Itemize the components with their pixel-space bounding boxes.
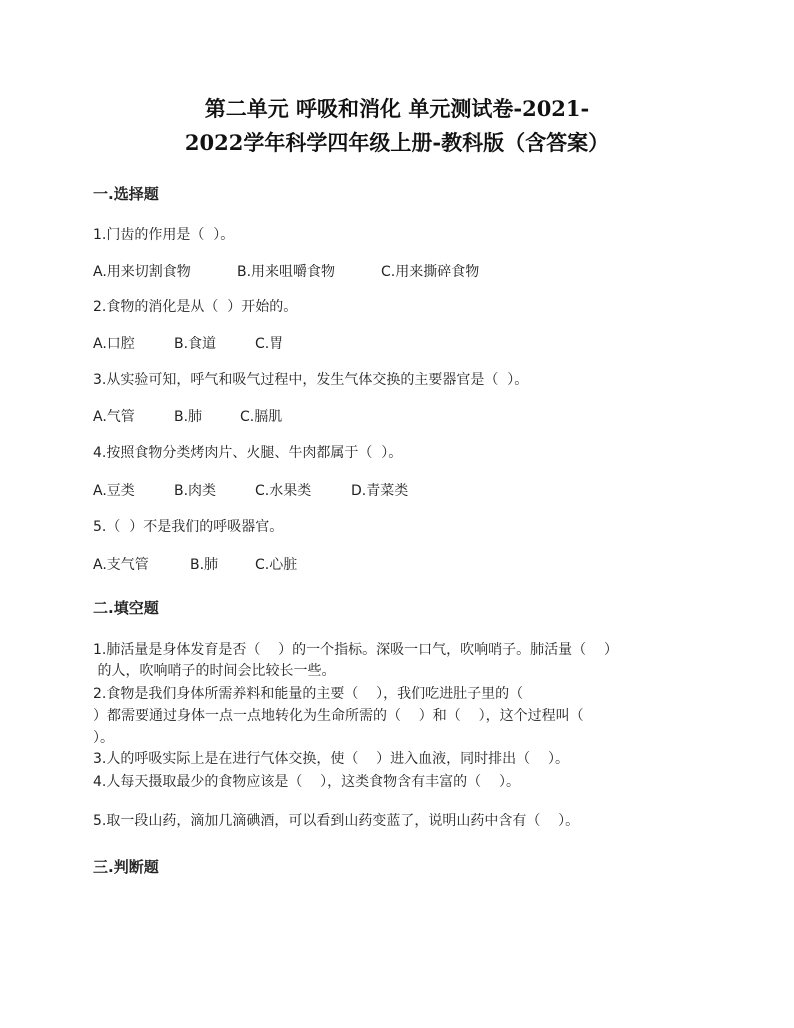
- section-heading-judge: 三.判断题: [93, 858, 159, 876]
- question-1: 1.门齿的作用是（ ）。: [93, 227, 235, 243]
- option: C.膈肌: [240, 409, 283, 425]
- option: A.用来切割食物: [93, 264, 191, 280]
- option: A.口腔: [93, 336, 135, 352]
- option: A.豆类: [93, 483, 135, 499]
- option: B.肺: [174, 409, 203, 425]
- fill-line: ）。: [93, 730, 114, 746]
- option: A.气管: [93, 409, 135, 425]
- question-2-options: [93, 334, 283, 354]
- question-5-options: [93, 555, 297, 575]
- fill-line: 3.人的呼吸实际上是在进行气体交换，使（ ）进入血液，同时排出（ ）。: [93, 751, 569, 767]
- document-title-line1: 第二单元 呼吸和消化 单元测试卷-2021-: [204, 96, 590, 121]
- option: B.肺: [190, 557, 219, 573]
- option: C.水果类: [255, 483, 312, 499]
- question-2: 2.食物的消化是从（ ）开始的。: [93, 299, 298, 315]
- option: B.食道: [174, 336, 217, 352]
- question-3: 3.从实验可知，呼气和吸气过程中，发生气体交换的主要器官是（ ）。: [93, 372, 529, 388]
- question-1-options: [93, 262, 479, 282]
- fill-line: 1.肺活量是身体发育是否（ ）的一个指标。深吸一口气，吹响哨子。肺活量（ ）: [93, 642, 618, 658]
- option: C.胃: [255, 336, 284, 352]
- question-5: 5.（ ）不是我们的呼吸器官。: [93, 519, 284, 535]
- fill-line: 5.取一段山药，滴加几滴碘酒，可以看到山药变蓝了，说明山药中含有（ ）。: [93, 813, 580, 829]
- option: C.用来撕碎食物: [381, 264, 480, 280]
- fill-line: 的人，吹响哨子的时间会比较长一些。: [93, 663, 336, 679]
- question-3-options: [93, 407, 282, 427]
- option: B.用来咀嚼食物: [237, 264, 336, 280]
- option: D.青菜类: [351, 483, 409, 499]
- question-4-options: [93, 481, 408, 501]
- option: A.支气管: [93, 557, 149, 573]
- section-heading-choice: 一.选择题: [93, 185, 159, 203]
- fill-line: ）都需要通过身体一点一点地转化为生命所需的（ ）和（ ），这个过程叫（: [93, 708, 584, 724]
- fill-line: 2.食物是我们身体所需养料和能量的主要（ ），我们吃进肚子里的（: [93, 686, 524, 702]
- question-4: 4.按照食物分类烤肉片、火腿、牛肉都属于（ ）。: [93, 445, 403, 461]
- fill-line: 4.人每天摄取最少的食物应该是（ ），这类食物含有丰富的（ ）。: [93, 774, 520, 790]
- section-heading-fill: 二.填空题: [93, 599, 159, 617]
- document-title-line2: 2022学年科学四年级上册-教科版（含答案）: [184, 130, 610, 155]
- option: B.肉类: [174, 483, 217, 499]
- option: C.心脏: [255, 557, 298, 573]
